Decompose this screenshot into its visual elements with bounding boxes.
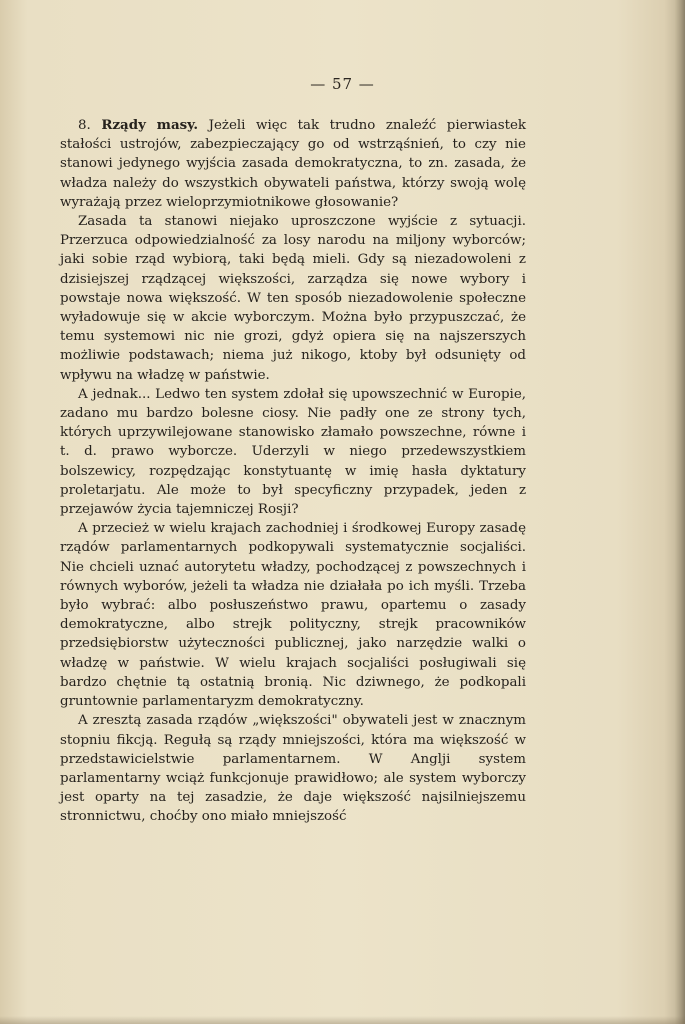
page-edge [675, 0, 685, 1024]
paragraph: Zasada ta stanowi niejako uproszczone wyjście z sytuacji. Przerzuca odpowiedzialność za losy narodu na miljony wyborców; jaki sobie rząd wybiorą, taki będą mieli. Gdy są niezadowoleni z dzisiejszej rządzącej większości, zarządza się nowe wybory i powstaje nowa większość. W ten sposób niezadowolenie społeczne wyładowuje się w akcie wyborczym. Można było przypuszczać, że temu systemowi nic nie grozi, gdyż opiera się na najszerszych możliwie podstawach; niema już nikogo, ktoby był odsunięty od wpływu na władzę w państwie. [60, 214, 526, 383]
paragraph [60, 116, 526, 212]
paragraph: A jednak... Ledwo ten system zdołał się upowszechnić w Europie, zadano mu bardzo bolesne ciosy. Nie padły one ze strony tych, których uprzywilejowane stanowisko złamało powszechne, równe i t. d. prawo wyborcze. Uderzyli w niego przedewszystkiem bolszewicy, rozpędzając konstytuantę w imię hasła dyktatury proletarjatu. Ale może to był specyficzny przypadek, jeden z przejawów życia tajemniczej Rosji? [60, 386, 526, 518]
page-bottom-shadow [0, 1016, 685, 1024]
page-number: — 57 — [310, 75, 375, 93]
section-title: Rządy masy. [101, 117, 199, 133]
paragraph: A przecież w wielu krajach zachodniej i środkowej Europy zasadę rządów parlamentarnych podkopywali systematycznie socjaliści. Nie chcieli uznać autorytetu władzy, pochodzącej z powszechnych i równych wyborów, jeżeli ta władza nie działała po ich myśli. Trzeba było wybrać: albo posłuszeństwo prawu, opartemu o zasady demokratyczne, albo strejk polityczny, strejk pracowników przedsiębiorstw użyteczności publicznej, jako narzędzie walki o władzę w państwie. W wielu krajach socjaliści posługiwali się bardzo chętnie tą ostatnią bronią. Nic dziwnego, że podkopali gruntownie parlamentaryzm demokratyczny. [60, 521, 526, 710]
body-text [60, 116, 526, 827]
section-number: 8. [78, 118, 91, 133]
paragraph: A zresztą zasada rządów „większości" obywateli jest w znacznym stopniu fikcją. Regułą są rządy mniejszości, która ma większość w przedstawicielstwie parlamentarnem. W Anglji system parlamentarny wciąż funkcjonuje prawidłowo; ale system wyborczy jest oparty na tej zasadzie, że daje większość najsilniejszemu stronnictwu, choćby ono miało mniejszość [60, 713, 526, 825]
paragraph-text: Jeżeli więc tak trudno znaleźć pierwiastek stałości ustrojów, zabezpieczający go od wstrząśnień, to czy nie stanowi jedynego wyjścia zasada demokratyczna, to zn. zasada, że władza należy do wszystkich obywateli państwa, którzy swoją wolę wyrażają przez wieloprzymiotnikowe głosowanie? [60, 118, 526, 210]
